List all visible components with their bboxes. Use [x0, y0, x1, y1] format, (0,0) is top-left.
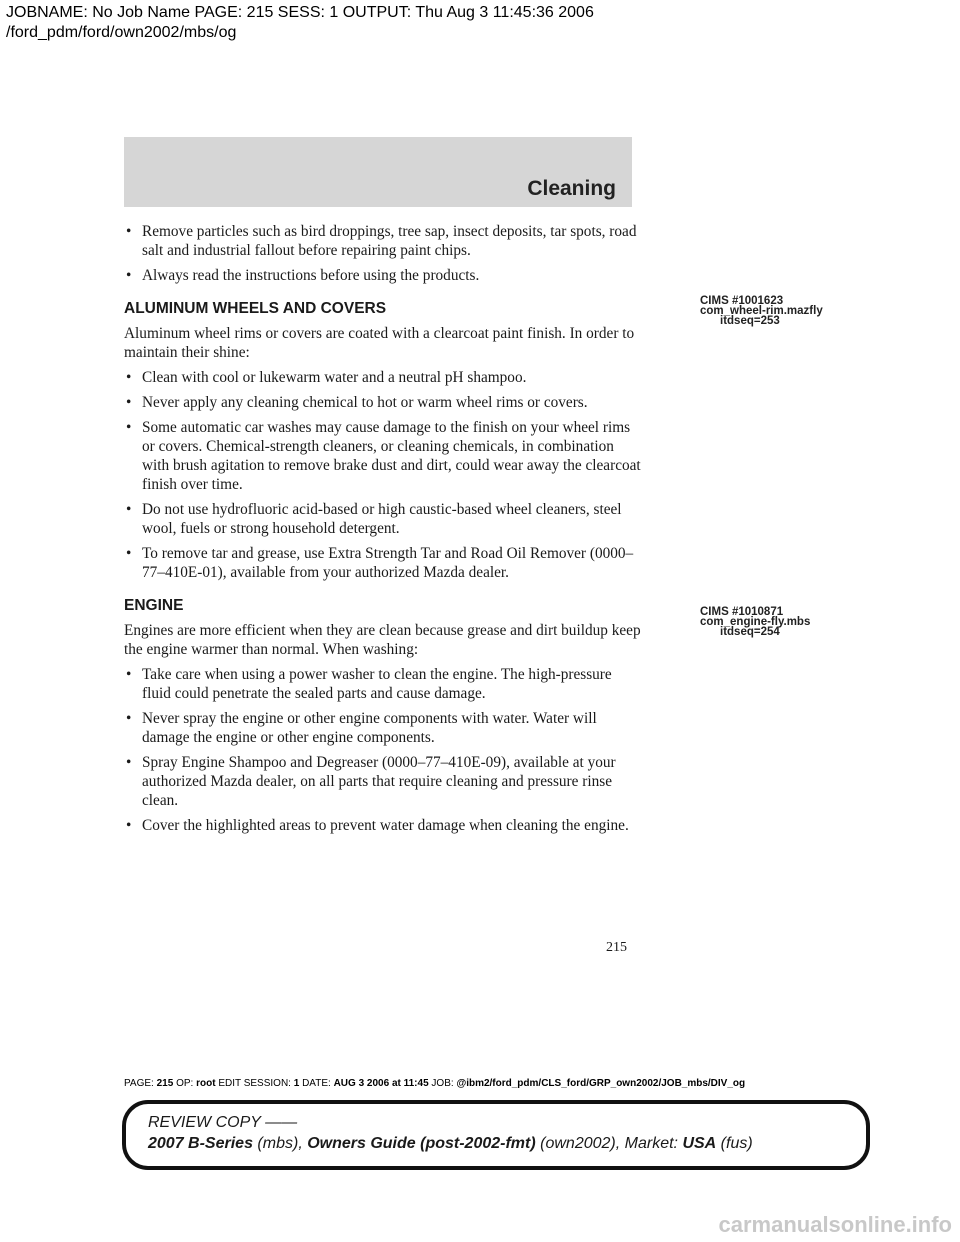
footer-meta: PAGE: 215 OP: root EDIT SESSION: 1 DATE: AUG 3 2006 at 11:45 JOB: @ibm2/ford_pdm/CLS_ford/GRP_own2002/JOB_mbs/DIV_og	[124, 1078, 746, 1089]
aluminum-paragraph: Aluminum wheel rims or covers are coated with a clearcoat paint finish. In order to maintain their shine:	[124, 325, 635, 361]
page-body	[124, 222, 644, 841]
bullet-icon: •	[126, 501, 132, 518]
list-item: • Never spray the engine or other engine components with water. Water will damage the engine or other engine components.	[126, 710, 597, 746]
list-item: • Always read the instructions before using the products.	[126, 267, 480, 284]
section-title: Cleaning	[527, 177, 616, 200]
list-item: • Do not use hydrofluoric acid-based or high caustic-based wheel cleaners, steel wool, fuels or strong household detergent.	[126, 501, 622, 537]
list-item: • To remove tar and grease, use Extra Strength Tar and Road Oil Remover (0000–77–410E-01), available from your authorized Mazda dealer.	[126, 545, 634, 581]
bullet-icon: •	[126, 817, 132, 834]
engine-heading: ENGINE	[124, 597, 184, 614]
bullet-icon: •	[126, 394, 132, 411]
bullet-icon: •	[126, 754, 132, 771]
bullet-icon: •	[126, 666, 132, 683]
cims-aluminum: CIMS #1001623 com_wheel-rim.mazfly itdseq=253	[700, 295, 823, 327]
bullet-icon: •	[126, 267, 132, 284]
bullet-icon: •	[126, 545, 132, 562]
job-header-line1: JOBNAME: No Job Name PAGE: 215 SESS: 1 OUTPUT: Thu Aug 3 11:45:36 2006	[6, 4, 594, 21]
review-copy-text: REVIEW COPY —— 2007 B-Series (mbs), Owners Guide (post-2002-fmt) (own2002), Market: USA (fus)	[148, 1114, 753, 1152]
cims-engine: CIMS #1010871 com_engine-fly.mbs itdseq=254	[700, 606, 811, 638]
page-number: 215	[606, 940, 627, 955]
bullet-icon: •	[126, 369, 132, 386]
list-item: • Spray Engine Shampoo and Degreaser (0000–77–410E-09), available at your authorized Mazda dealer, on all parts that require cleaning and pressure rinse clean.	[126, 754, 616, 809]
bullet-icon: •	[126, 223, 132, 240]
job-header-line2: /ford_pdm/ford/own2002/mbs/og	[6, 24, 237, 41]
list-item: • Cover the highlighted areas to prevent water damage when cleaning the engine.	[126, 817, 629, 834]
bullet-icon: •	[126, 419, 132, 436]
list-item: • Never apply any cleaning chemical to hot or warm wheel rims or covers.	[126, 394, 588, 411]
job-header	[6, 3, 594, 43]
list-item: • Remove particles such as bird droppings, tree sap, insect deposits, tar spots, road salt and industrial fallout before repairing paint chips.	[126, 223, 637, 259]
bullet-icon: •	[126, 710, 132, 727]
review-copy-box	[122, 1100, 870, 1170]
aluminum-heading: ALUMINUM WHEELS AND COVERS	[124, 300, 387, 317]
watermark: carmanualsonline.info	[718, 1212, 952, 1237]
list-item: • Clean with cool or lukewarm water and a neutral pH shampoo.	[126, 369, 527, 386]
list-item: • Take care when using a power washer to clean the engine. The high-pressure fluid could penetrate the sealed parts and cause damage.	[126, 666, 612, 702]
section-banner	[124, 137, 632, 207]
list-item: • Some automatic car washes may cause damage to the finish on your wheel rims or covers. Chemical-strength cleaners, or cleaning chemicals, in combination with brush agitation to remove brake dust and dirt, could wear away the clearcoat finish over time.	[126, 419, 641, 493]
engine-paragraph: Engines are more efficient when they are clean because grease and dirt buildup keep the engine warmer than normal. When washing:	[124, 622, 641, 658]
